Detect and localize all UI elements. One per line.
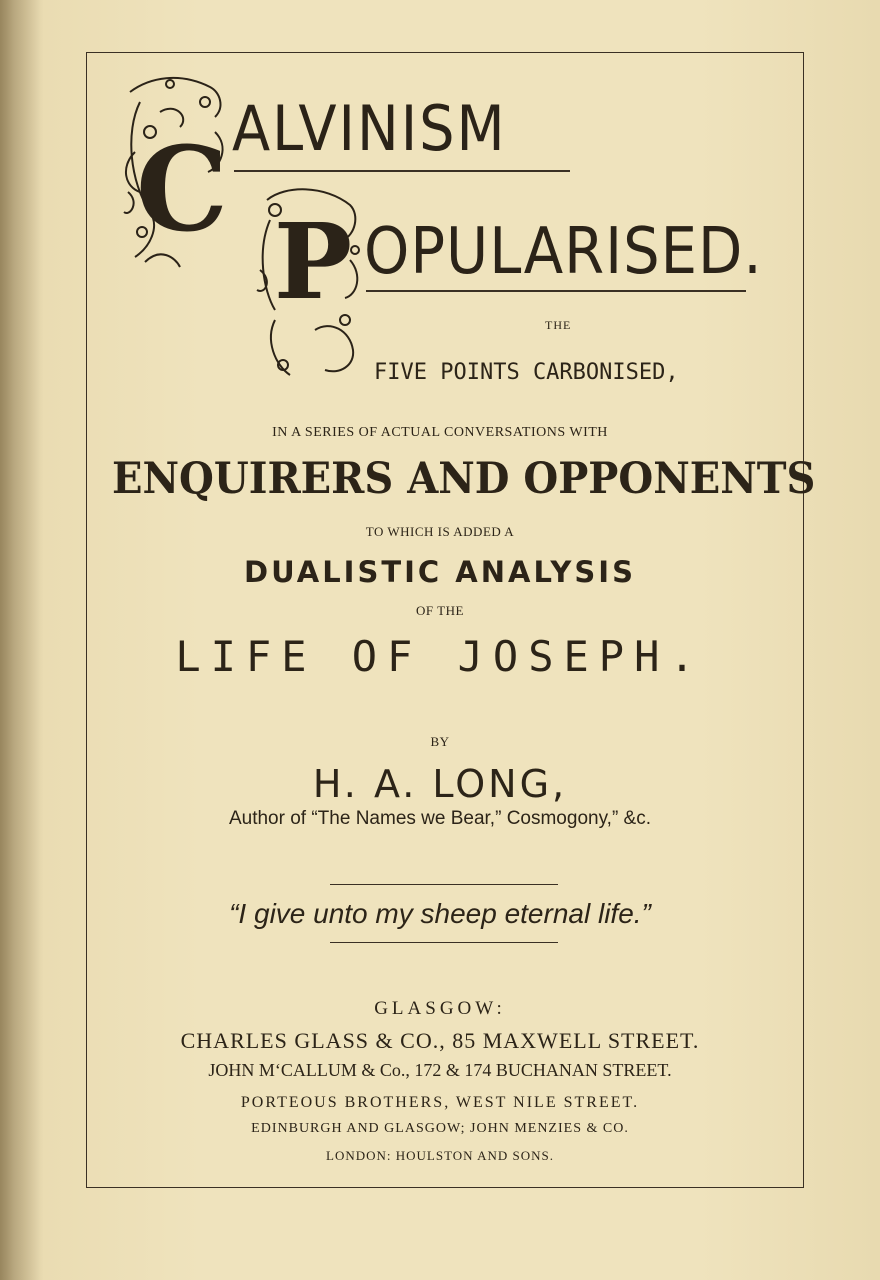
publisher-line-3: PORTEOUS BROTHERS, WEST NILE STREET. xyxy=(240,1094,640,1111)
epigraph-quote: “I give unto my sheep eternal life.” xyxy=(229,898,651,929)
quote-bottom-rule xyxy=(330,942,558,943)
quote-top-rule xyxy=(330,884,558,885)
publisher-line-1: CHARLES GLASS & CO., 85 MAXWELL STREET. xyxy=(180,1028,700,1053)
ornamental-initial-c-icon xyxy=(120,72,232,272)
title-line1-underline xyxy=(234,170,570,172)
ornamental-initial-p-icon xyxy=(255,180,367,380)
publisher-line-2: JOHN M‘CALLUM & Co., 172 & 174 BUCHANAN STREET. xyxy=(208,1060,672,1080)
initial-p-letter: P xyxy=(273,200,353,323)
added-line: TO WHICH IS ADDED A xyxy=(365,524,515,539)
title-line2-underline xyxy=(366,290,746,292)
series-line: IN A SERIES OF ACTUAL CONVERSATIONS WITH xyxy=(272,425,608,440)
subtitle-the: THE xyxy=(545,318,572,332)
publisher-line-5: LONDON: HOULSTON AND SONS. xyxy=(326,1148,554,1163)
subtitle-five-points: FIVE POINTS CARBONISED, xyxy=(374,360,679,385)
by-line: BY xyxy=(430,734,450,749)
publisher-line-4: EDINBURGH AND GLASGOW; JOHN MENZIES & CO. xyxy=(251,1121,629,1136)
of-the-line: OF THE xyxy=(416,603,464,618)
life-heading: LIFE OF JOSEPH. xyxy=(175,632,705,681)
title-line2-rest: OPULARISED. xyxy=(364,215,763,289)
title-line1-rest: ALVINISM xyxy=(232,92,507,165)
dualistic-heading: DUALISTIC ANALYSIS xyxy=(244,555,636,589)
initial-c-letter: C xyxy=(135,122,229,258)
author-name: H. A. LONG, xyxy=(312,762,568,806)
publisher-city: GLASGOW: xyxy=(374,998,506,1019)
enquirers-heading: ENQUIRERS AND OPPONENTS xyxy=(112,454,816,504)
author-works: Author of “The Names we Bear,” Cosmogony,” &c. xyxy=(228,808,652,829)
